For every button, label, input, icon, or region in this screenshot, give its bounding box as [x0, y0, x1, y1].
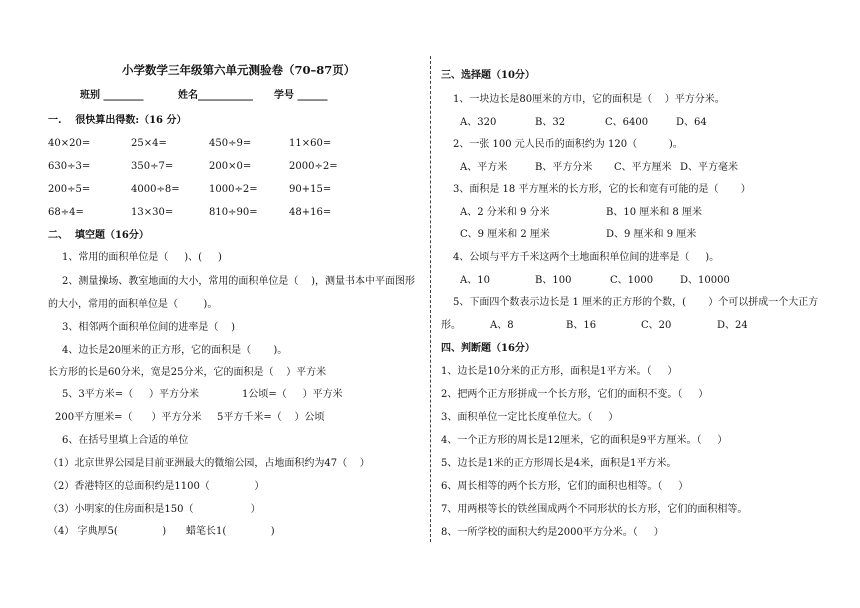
- calc-item: 13×30=: [131, 207, 174, 218]
- option: A、320: [460, 117, 497, 128]
- question-text: 的大小，常用的面积单位是（ )。: [48, 299, 218, 310]
- option: D、9 厘米和 9 厘米: [606, 229, 697, 240]
- question-text: 3、面积是 18 平方厘米的长方形，它的长和宽有可能的是（ ）: [453, 184, 751, 195]
- calc-item: 630÷3=: [48, 161, 91, 172]
- option: C、平方厘米: [614, 162, 672, 173]
- section-3-heading: 三、选择题（10分）: [441, 70, 535, 81]
- question-text: 1公顷=（ ）平方米: [242, 389, 343, 400]
- option: C、6400: [605, 117, 649, 128]
- option: A、10: [460, 275, 490, 286]
- calc-item: 1000÷2=: [209, 184, 258, 195]
- section-2-heading: 二、 填空题（16分）: [48, 230, 149, 241]
- option: A、平方米: [460, 162, 508, 173]
- option: B、平方分米: [535, 162, 593, 173]
- calc-item: 48+16=: [289, 207, 332, 218]
- question-text: 6、周长相等的两个长方形，它们的面积也相等。（ ）: [441, 481, 689, 492]
- page-title: 小学数学三年级第六单元测验卷（70–87页）: [122, 63, 356, 77]
- option: B、32: [535, 117, 566, 128]
- question-text: 1、一块边长是80厘米的方巾，它的面积是（ ）平方分米。: [453, 94, 725, 105]
- option: A、8: [490, 320, 514, 331]
- calc-item: 450÷9=: [209, 138, 252, 149]
- option: D、平方毫米: [680, 162, 739, 173]
- calc-item: 200÷5=: [48, 184, 91, 195]
- question-text: 5、边长是1米的正方形周长是4米，面积是1平方米。: [441, 458, 677, 469]
- section-4-heading: 四、判断题（16分）: [441, 343, 535, 354]
- question-text: 5平方千米=（ ）公顷: [217, 412, 325, 423]
- option: D、24: [717, 320, 748, 331]
- class-field: 班别 ________: [80, 90, 144, 101]
- question-text: 蜡笔长1( ): [186, 526, 275, 537]
- column-divider: [430, 56, 431, 542]
- option: D、64: [676, 117, 707, 128]
- question-text: 形。: [441, 320, 461, 331]
- question-text: 2、一张 100 元人民币的面积约为 120（ )。: [453, 139, 683, 150]
- question-text: 1、常用的面积单位是（ )、( ): [62, 252, 222, 263]
- option: B、16: [566, 320, 597, 331]
- number-field: 学号 ______: [274, 90, 328, 101]
- question-text: 8、一所学校的面积大约是2000平方分米。（ ）: [441, 527, 664, 538]
- question-text: 长方形的长是60分米，宽是25分米，它的面积是（ ）平方米: [48, 367, 327, 378]
- question-text: （3）小明家的住房面积是150（ ）: [48, 504, 261, 515]
- calc-item: 200×0=: [209, 161, 252, 172]
- question-text: （4） 字典厚5( ): [48, 526, 167, 537]
- option: D、10000: [680, 275, 730, 286]
- question-text: 4、一个正方形的周长是12厘米，它的面积是9平方厘米。（ ）: [441, 435, 728, 446]
- question-text: 3、相邻两个面积单位间的进率是（ ): [62, 322, 235, 333]
- question-text: 7、用两根等长的铁丝围成两个不同形状的长方形，它们的面积相等。: [441, 504, 748, 515]
- question-text: 4、公顷与平方千米这两个土地面积单位间的进率是（ )。: [453, 252, 720, 263]
- calc-item: 2000÷2=: [289, 161, 338, 172]
- question-text: 3、面积单位一定比长度单位大。（ ）: [441, 412, 619, 423]
- question-text: 5、3平方米=（ ）平方分米: [62, 389, 199, 400]
- calc-item: 810÷90=: [209, 207, 258, 218]
- question-text: 5、下面四个数表示边长是 1 厘米的正方形的个数，( ）个可以拼成一个大正方: [453, 297, 819, 308]
- calc-item: 350÷7=: [131, 161, 174, 172]
- option: C、20: [641, 320, 672, 331]
- calc-item: 90+15=: [289, 184, 332, 195]
- calc-item: 25×4=: [131, 138, 167, 149]
- question-text: 200平方厘米=（ ）平方分米: [55, 412, 202, 423]
- calc-item: 4000÷8=: [131, 184, 180, 195]
- question-text: （1）北京世界公园是目前亚洲最大的微缩公园，占地面积约为47（ ）: [48, 458, 370, 469]
- option: B、10 厘米和 8 厘米: [606, 207, 702, 218]
- section-1-heading: 一. 很快算出得数:（16 分）: [48, 115, 187, 126]
- question-text: （2）香港特区的总面积约是1100（ ）: [48, 481, 265, 492]
- question-text: 2、测量操场、教室地面的大小，常用的面积单位是（ )，测量书本中平面图形: [62, 276, 415, 287]
- question-text: 6、在括号里填上合适的单位: [62, 435, 189, 446]
- question-text: 1、边长是10分米的正方形，面积是1平方米。（ ）: [441, 366, 678, 377]
- question-text: 2、把两个正方形拼成一个长方形，它们的面积不变。（ ）: [441, 389, 709, 400]
- option: A、2 分米和 9 分米: [460, 207, 550, 218]
- option: C、9 厘米和 2 厘米: [460, 229, 550, 240]
- calc-item: 11×60=: [289, 138, 332, 149]
- option: C、1000: [610, 275, 654, 286]
- calc-item: 40×20=: [48, 138, 91, 149]
- question-text: 4、边长是20厘米的正方形，它的面积是（ )。: [62, 345, 288, 356]
- name-field: 姓名___________: [178, 90, 253, 101]
- option: B、100: [535, 275, 572, 286]
- calc-item: 68÷4=: [48, 207, 84, 218]
